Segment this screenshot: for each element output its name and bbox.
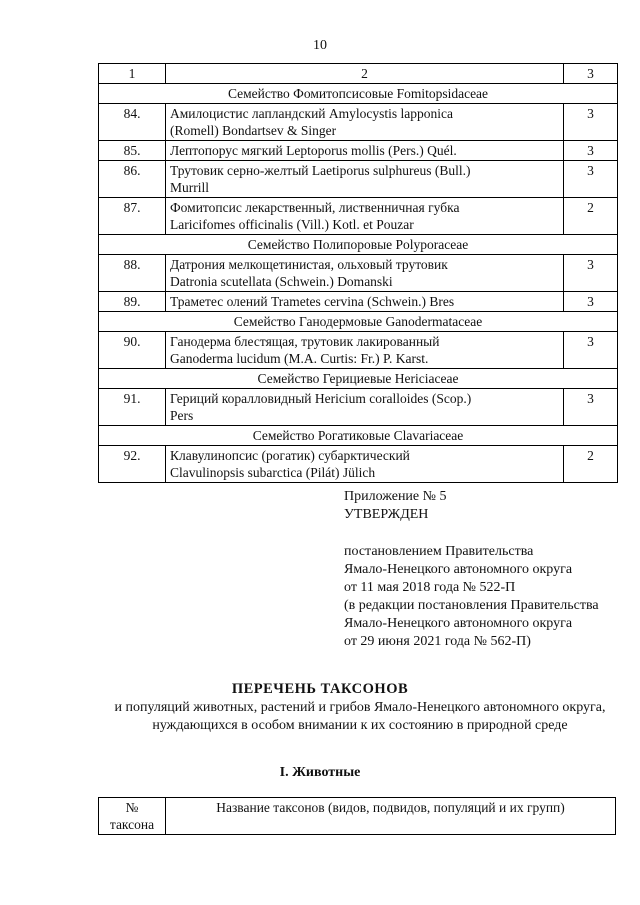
column-header: 3: [564, 64, 618, 84]
taxon-name-line: Фомитопсис лекарственный, лиственничная губка: [170, 200, 460, 215]
taxon-name-line: Datronia scutellata (Schwein.) Domanski: [170, 274, 393, 289]
table-header-row: [99, 64, 618, 84]
taxon-name: [166, 161, 564, 198]
document-title: ПЕРЕЧЕНЬ ТАКСОНОВ: [231, 681, 409, 697]
family-row: [99, 312, 618, 332]
taxon-number-header: № таксона: [99, 798, 166, 835]
taxon-name-line: Гериций коралловидный Hericium coralloides (Scop.): [170, 391, 472, 406]
decree-line: Ямало-Ненецкого автономного округа: [344, 616, 573, 631]
approved-label: УТВЕРЖДЕН: [344, 507, 429, 522]
taxon-name-line: Clavulinopsis subarctica (Pilát) Jülich: [170, 465, 376, 480]
taxon-name-line: Лептопорус мягкий Leptoporus mollis (Pers.) Quél.: [170, 143, 457, 158]
taxon-name-line: Laricifomes officinalis (Vill.) Kotl. et Pouzar: [170, 217, 414, 232]
category-value: 3: [564, 292, 618, 312]
taxon-name-line: Траметес олений Trametes cervina (Schwein.) Bres: [170, 294, 455, 309]
taxa-table: [98, 63, 618, 483]
category-value: 3: [564, 104, 618, 141]
column-header: 2: [166, 64, 564, 84]
table-row: [99, 389, 618, 426]
category-value: 2: [564, 198, 618, 235]
family-row: [99, 426, 618, 446]
table-row: [99, 255, 618, 292]
category-value: 3: [564, 255, 618, 292]
taxon-name-line: Трутовик серно-желтый Laetiporus sulphureus (Bull.): [170, 163, 471, 178]
category-value: 3: [564, 332, 618, 369]
appendix-label: Приложение № 5: [344, 489, 447, 504]
taxon-name-line: (Romell) Bondartsev & Singer: [170, 123, 337, 138]
category-value: 3: [564, 389, 618, 426]
decree-block: [344, 543, 599, 651]
taxon-name: [166, 292, 564, 312]
taxon-number: 84.: [99, 104, 166, 141]
taxon-name-line: Амилоцистис лапландский Amylocystis lapponica: [170, 106, 454, 121]
taxon-name-line: Ganoderma lucidum (M.A. Curtis: Fr.) P. Karst.: [170, 351, 429, 366]
table-row: [99, 141, 618, 161]
taxon-number: 85.: [99, 141, 166, 161]
table-row: [99, 104, 618, 141]
column-header: 1: [99, 64, 166, 84]
taxon-number: 89.: [99, 292, 166, 312]
taxon-name-header: Название таксонов (видов, подвидов, популяций и их групп): [166, 798, 616, 835]
table-row: [99, 161, 618, 198]
family-name: Семейство Полипоровые Polyporaceae: [99, 235, 618, 255]
category-value: 3: [564, 141, 618, 161]
taxon-number: 88.: [99, 255, 166, 292]
family-name: Семейство Ганодермовые Ganodermataceae: [99, 312, 618, 332]
taxon-name-line: Murrill: [170, 180, 209, 195]
document-subtitle: и популяций животных, растений и грибов Ямало-Ненецкого автономного округа, нуждающихся в особом внимании к их состоянию в природной среде: [114, 700, 606, 733]
category-value: 3: [564, 161, 618, 198]
taxon-name: [166, 389, 564, 426]
taxon-number: 90.: [99, 332, 166, 369]
decree-line: Ямало-Ненецкого автономного округа: [344, 562, 573, 577]
taxon-name: [166, 198, 564, 235]
table-row: [99, 332, 618, 369]
category-value: 2: [564, 446, 618, 483]
family-name: Семейство Герициевые Hericiaceae: [99, 369, 618, 389]
family-row: [99, 369, 618, 389]
taxon-name: [166, 141, 564, 161]
decree-line: от 11 мая 2018 года № 522-П: [344, 580, 516, 595]
decree-line: постановлением Правительства: [344, 544, 534, 559]
taxon-name: [166, 255, 564, 292]
section-heading: I. Животные: [279, 765, 361, 780]
family-name: Семейство Рогатиковые Clavariaceae: [99, 426, 618, 446]
taxon-name: [166, 104, 564, 141]
taxon-number: 87.: [99, 198, 166, 235]
table-row: [99, 292, 618, 312]
family-row: [99, 235, 618, 255]
family-row: [99, 84, 618, 104]
taxon-number: 86.: [99, 161, 166, 198]
family-name: Семейство Фомитопсисовые Fomitopsidaceae: [99, 84, 618, 104]
animals-header-table: [98, 797, 616, 835]
taxon-number: 91.: [99, 389, 166, 426]
table-row: [99, 198, 618, 235]
taxon-name-line: Pers: [170, 408, 194, 423]
appendix-block: [344, 488, 447, 524]
taxon-name: [166, 332, 564, 369]
decree-line: от 29 июня 2021 года № 562-П): [344, 634, 531, 649]
taxon-name-line: Ганодерма блестящая, трутовик лакированный: [170, 334, 440, 349]
decree-line: (в редакции постановления Правительства: [344, 598, 599, 613]
table-row: [99, 446, 618, 483]
taxon-name-line: Клавулинопсис (рогатик) субарктический: [170, 448, 410, 463]
taxon-number: 92.: [99, 446, 166, 483]
taxon-name-line: Датрония мелкощетинистая, ольховый трутовик: [170, 257, 448, 272]
taxon-name: [166, 446, 564, 483]
page-number: 10: [313, 38, 327, 53]
